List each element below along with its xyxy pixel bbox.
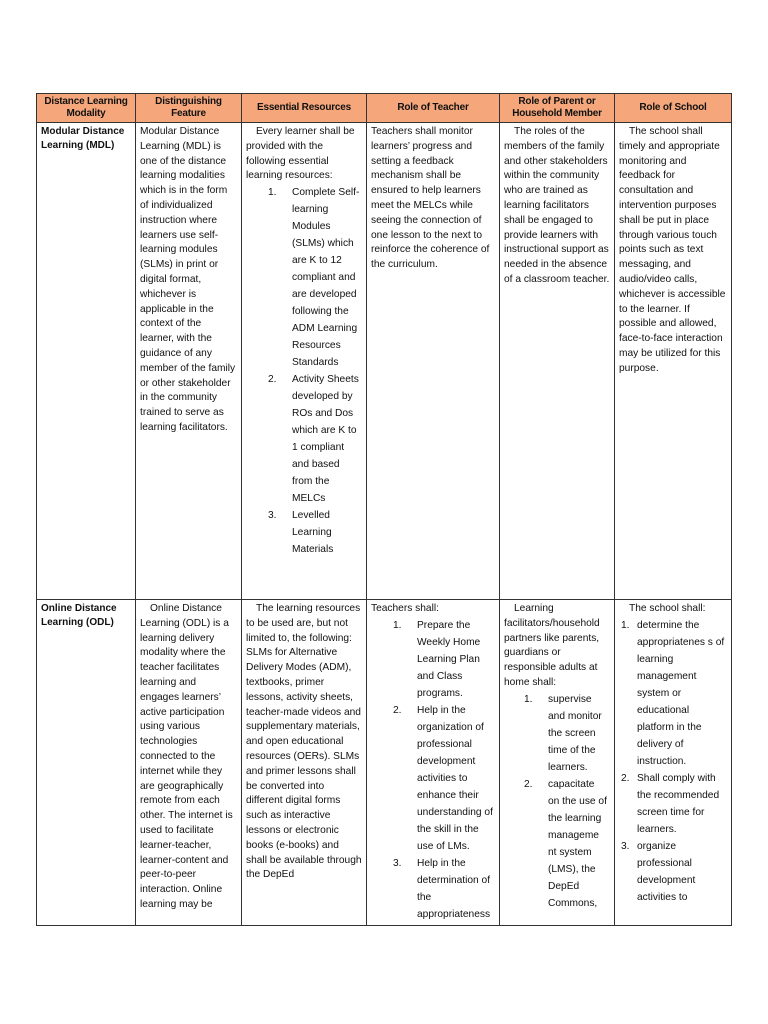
list-item: 2. capacitate on the use of the learning manageme nt system (LMS), the DepEd Commons, xyxy=(524,778,607,909)
parent-cell: The roles of the members of the family and other stakeholders within the community who are trained as learning facilitators shall be engaged to provide learners with instructional support as needed in the absence of a classroom teacher. xyxy=(500,123,615,600)
parent-cell xyxy=(500,600,615,926)
list-item: 2. Shall comply with the recommended screen time for learners. xyxy=(621,772,720,835)
table-row xyxy=(37,123,732,600)
table-row xyxy=(37,600,732,926)
header-teacher: Role of Teacher xyxy=(367,94,500,123)
list-item: 3. Levelled Learning Materials xyxy=(268,510,334,556)
list-item: 2. Activity Sheets developed by ROs and Dos which are K to 1 compliant and based from the MELCs xyxy=(268,374,359,505)
list-item: 3. Help in the determination of the appropriateness xyxy=(393,857,491,920)
header-modality: Distance Learning Modality xyxy=(37,94,136,123)
header-parent: Role of Parent or Household Member xyxy=(500,94,615,123)
list-item: 1. Complete Self-learning Modules (SLMs) which are K to 12 compliant and are developed following the ADM Learning Resources Standards xyxy=(268,187,360,369)
header-row xyxy=(37,94,732,123)
parent-intro: Learning facilitators/household partners like parents, guardians or responsible adults at home shall: xyxy=(504,603,600,688)
resources-list xyxy=(246,184,362,558)
modality-cell: Modular Distance Learning (MDL) xyxy=(37,123,136,600)
header-resources: Essential Resources xyxy=(242,94,367,123)
school-cell xyxy=(615,600,732,926)
teacher-cell: Teachers shall monitor learners’ progress and setting a feedback mechanism shall be ensured to help learners meet the MELCs while seeing the connection of one lesson to the next to reinforce the coherence of the curriculum. xyxy=(367,123,500,600)
school-list xyxy=(619,617,727,906)
modality-table xyxy=(36,93,732,926)
resources-cell xyxy=(242,123,367,600)
list-item: 1. determine the appropriatenes s of learning management system or educational platform in the delivery of instruction. xyxy=(621,619,725,767)
feature-cell: Online Distance Learning (ODL) is a learning delivery modality where the teacher facilitates learning and engages learners’ active participation using various technologies connected to the internet while they are geographically remote from each other. The internet is used to facilitate learner-teacher, learner-content and peer-to-peer interaction. Online learning may be xyxy=(136,600,242,926)
list-item: 1. supervise and monitor the screen time of the learners. xyxy=(524,693,602,773)
header-feature: Distinguishing Feature xyxy=(136,94,242,123)
list-item: 2. Help in the organization of professional development activities to enhance their understanding of the skill in the use of LMs. xyxy=(393,704,493,852)
header-school: Role of School xyxy=(615,94,732,123)
teacher-intro: Teachers shall: xyxy=(371,603,439,614)
list-item: 3. organize professional development activities to xyxy=(621,840,696,903)
parent-list xyxy=(504,691,610,912)
school-cell: The school shall timely and appropriate monitoring and feedback for consultation and intervention purposes shall be put in place through various touch points such as text messaging, and audio/video calls, whichever is accessible to the learner. If possible and allowed, face-to-face interaction may be utilized for this purpose. xyxy=(615,123,732,600)
feature-cell: Modular Distance Learning (MDL) is one of the distance learning modalities which is in the form of individualized instruction where learners use self-learning modules (SLMs) in print or digital format, whichever is applicable in the context of the learner, with the guidance of any member of the family or other stakeholder in the community trained to serve as learning facilitators. xyxy=(136,123,242,600)
list-item: 1. Prepare the Weekly Home Learning Plan and Class programs. xyxy=(393,619,481,699)
resources-cell: The learning resources to be used are, but not limited to, the following: SLMs for Alternative Delivery Modes (ADM), textbooks, primer lessons, activity sheets, teacher-made videos and supplementary materials, and open educational resources (OERs). SLMs and primer lessons shall be converted into different digital forms such as interactive lessons or electronic books (e-books) and shall be available through the DepEd xyxy=(242,600,367,926)
teacher-cell xyxy=(367,600,500,926)
modality-cell: Online Distance Learning (ODL) xyxy=(37,600,136,926)
resources-intro: Every learner shall be provided with the following essential learning resources: xyxy=(246,126,355,182)
school-intro: The school shall: xyxy=(629,603,706,614)
teacher-list xyxy=(371,617,495,923)
